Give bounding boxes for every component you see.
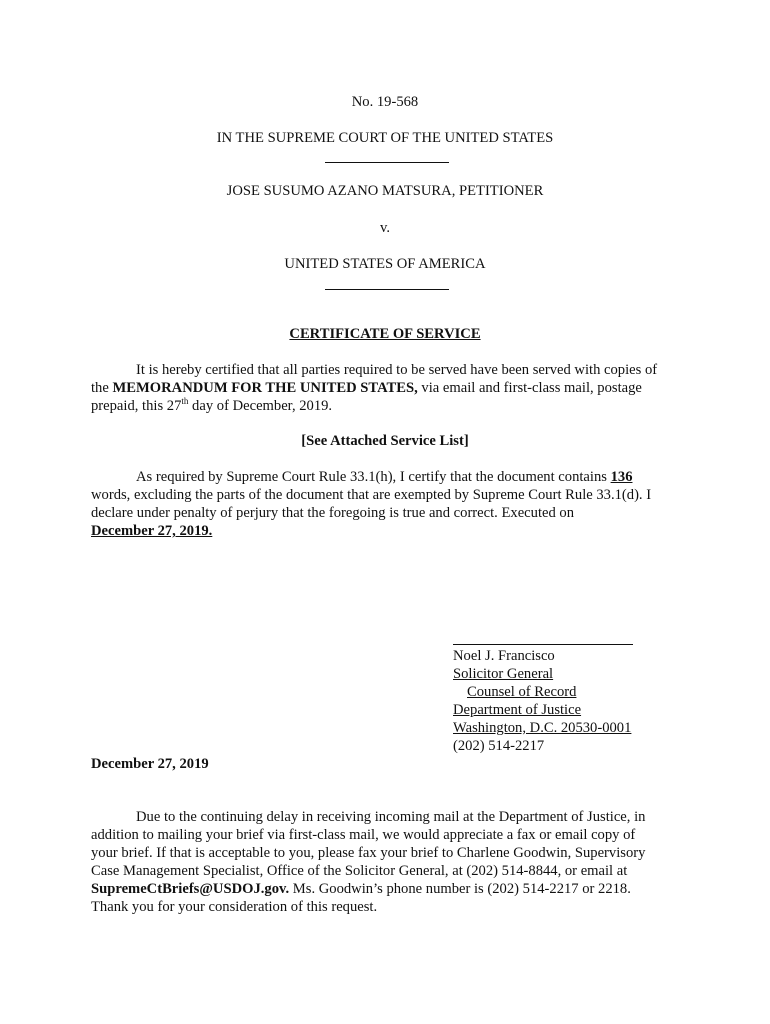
address: Washington, D.C. 20530-0001 [453,720,632,736]
department: Department of Justice [453,702,582,718]
phone-number: (202) 514-2217 [453,738,545,754]
briefs-email: SupremeCtBriefs@USDOJ.gov. [91,881,290,897]
certification-paragraph: It is hereby certified that all parties required to be served have been served with copies of the MEMORANDUM FOR THE UNITED STATES, via email and first-class mail, postage prepaid, this 27th day of December, 2019. [91,362,658,414]
signature-date: December 27, 2019 [91,756,209,772]
signer-title: Solicitor General [453,666,554,682]
docket-number: No. 19-568 [351,94,419,110]
word-count: 136 [610,469,633,485]
court-name: IN THE SUPREME COURT OF THE UNITED STATES [216,130,554,146]
signer-role: Counsel of Record [467,684,577,700]
memorandum-title: MEMORANDUM FOR THE UNITED STATES, [112,380,418,396]
signature-block [453,647,713,755]
divider-top [325,162,449,163]
versus-label: v. [380,220,390,236]
word-count-paragraph: As required by Supreme Court Rule 33.1(h), I certify that the document contains 136 words, excluding the parts of the document that are exempted by Supreme Court Rule 33.1(d). I declare under penalty of perjury that the foregoing is true and correct. Executed on December 27, 2019. [91,469,652,539]
signer-name: Noel J. Francisco [453,648,555,664]
mail-notice-paragraph: Due to the continuing delay in receiving incoming mail at the Department of Justice, in addition to mailing your brief via first-class mail, we would appreciate a fax or email copy of your brief. If that is acceptable to you, please fax your brief to Charlene Goodwin, Supervisory Case Management Specialist, Office of the Solicitor General, at (202) 514-8844, or email at SupremeCtBriefs@USDOJ.gov. Ms. Goodwin’s phone number is (202) 514-2217 or 2218. Thank you for your consideration of this request. [91,809,646,915]
signature-line [453,644,633,645]
petitioner-name: JOSE SUSUMO AZANO MATSURA, PETITIONER [226,183,544,199]
certificate-title: CERTIFICATE OF SERVICE [289,326,481,342]
divider-bottom [325,289,449,290]
executed-date: December 27, 2019. [91,523,213,539]
service-list-note: [See Attached Service List] [301,433,469,449]
respondent-name: UNITED STATES OF AMERICA [284,256,486,272]
